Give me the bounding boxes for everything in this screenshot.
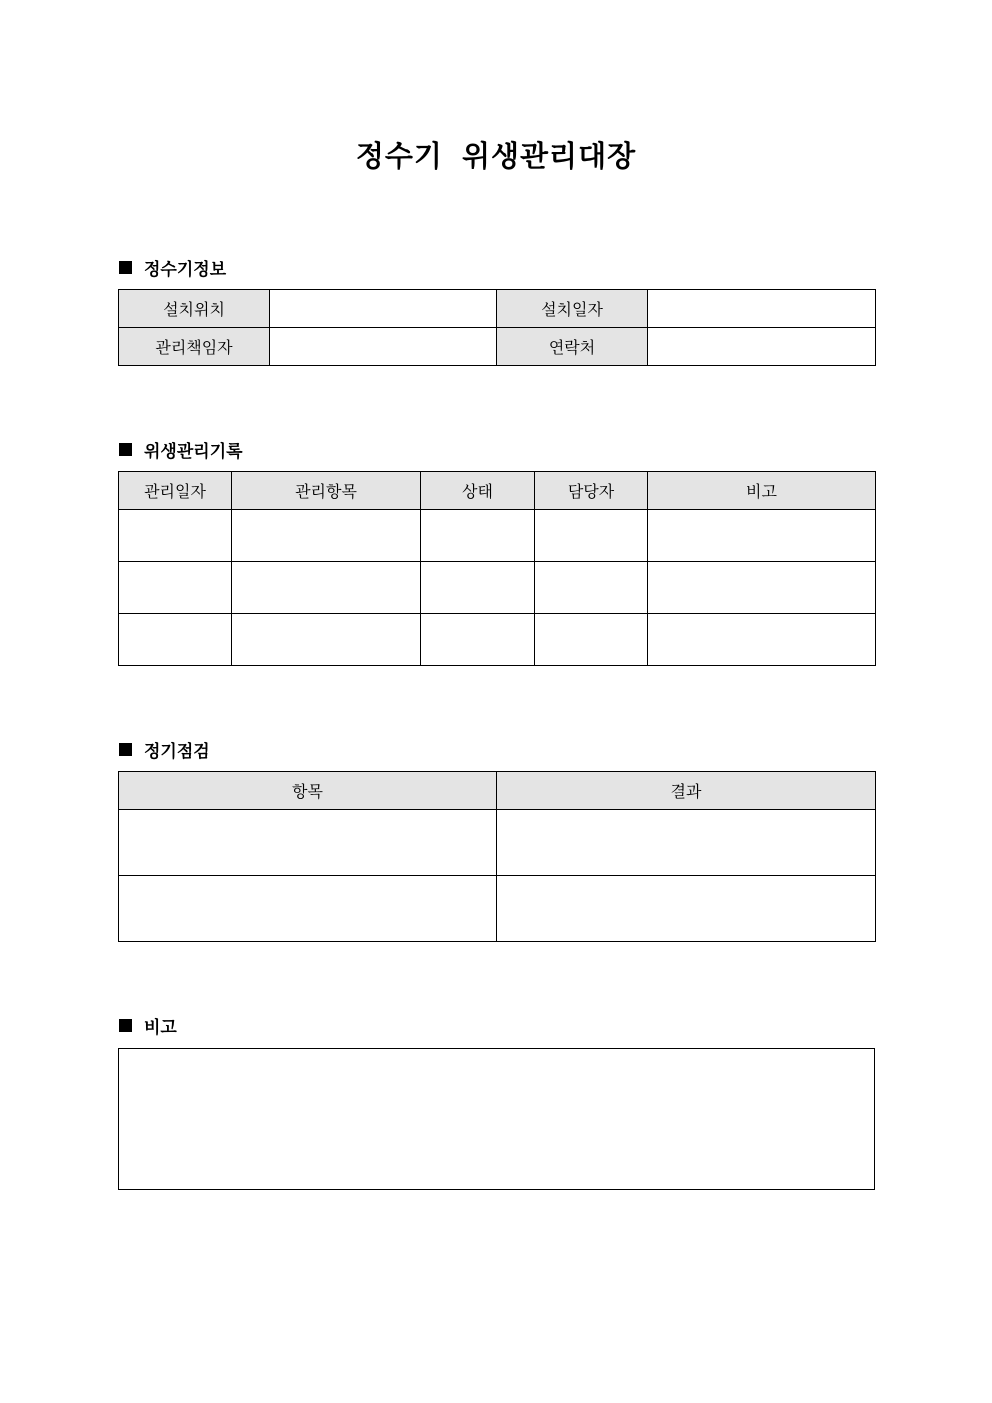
table-cell[interactable] (497, 876, 876, 942)
column-header: 항목 (119, 772, 497, 810)
records-table (118, 471, 876, 666)
square-bullet-icon (119, 1019, 132, 1032)
install-location-label: 설치위치 (119, 290, 270, 328)
column-header: 담당자 (535, 472, 648, 510)
contact-field[interactable] (648, 328, 876, 366)
table-row (119, 810, 876, 876)
table-cell[interactable] (119, 510, 232, 562)
table-header-row (119, 772, 876, 810)
section-heading-label: 위생관리기록 (144, 442, 243, 462)
table-cell[interactable] (232, 562, 421, 614)
install-date-label: 설치일자 (497, 290, 648, 328)
column-header: 결과 (497, 772, 876, 810)
table-cell[interactable] (535, 562, 648, 614)
section-heading-inspection (119, 737, 210, 762)
square-bullet-icon (119, 743, 132, 756)
contact-label: 연락처 (497, 328, 648, 366)
notes-box[interactable] (118, 1048, 875, 1190)
square-bullet-icon (119, 443, 132, 456)
column-header: 관리항목 (232, 472, 421, 510)
table-cell[interactable] (535, 614, 648, 666)
table-cell[interactable] (535, 510, 648, 562)
table-cell[interactable] (421, 510, 535, 562)
table-cell[interactable] (119, 876, 497, 942)
table-cell[interactable] (421, 614, 535, 666)
table-row (119, 562, 876, 614)
table-row (119, 328, 876, 366)
table-row (119, 614, 876, 666)
table-cell[interactable] (232, 614, 421, 666)
table-row (119, 876, 876, 942)
table-cell[interactable] (119, 562, 232, 614)
table-row (119, 290, 876, 328)
table-header-row (119, 472, 876, 510)
section-heading-label: 정기점검 (144, 742, 210, 762)
page-title: 정수기 위생관리대장 (355, 139, 637, 173)
table-cell[interactable] (421, 562, 535, 614)
section-heading-label: 비고 (144, 1018, 177, 1038)
column-header: 관리일자 (119, 472, 232, 510)
table-cell[interactable] (119, 614, 232, 666)
section-heading-info (119, 255, 226, 280)
column-header: 비고 (648, 472, 876, 510)
table-cell[interactable] (497, 810, 876, 876)
section-heading-label: 정수기정보 (144, 260, 227, 280)
manager-label: 관리책임자 (119, 328, 270, 366)
square-bullet-icon (119, 261, 132, 274)
column-header: 상태 (421, 472, 535, 510)
section-heading-records (119, 437, 243, 462)
table-cell[interactable] (648, 510, 876, 562)
install-location-field[interactable] (270, 290, 497, 328)
table-cell[interactable] (648, 614, 876, 666)
table-cell[interactable] (232, 510, 421, 562)
install-date-field[interactable] (648, 290, 876, 328)
table-cell[interactable] (648, 562, 876, 614)
info-table (118, 289, 876, 366)
table-row (119, 510, 876, 562)
section-heading-notes (119, 1013, 177, 1038)
manager-field[interactable] (270, 328, 497, 366)
inspection-table (118, 771, 876, 942)
table-cell[interactable] (119, 810, 497, 876)
